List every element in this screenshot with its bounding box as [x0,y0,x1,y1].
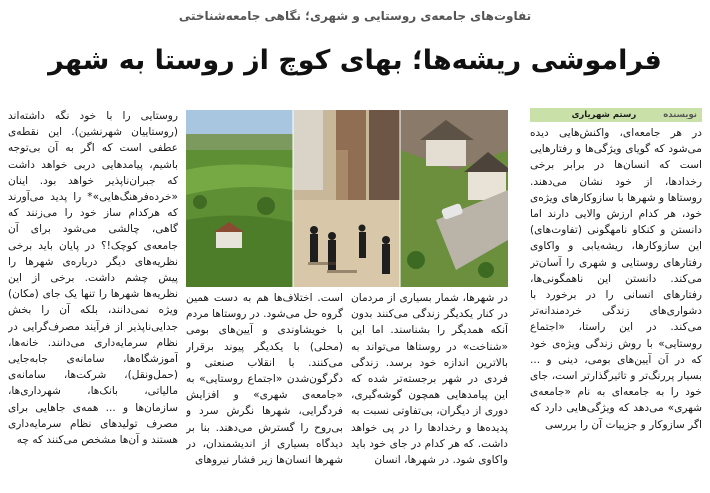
column-middle-left-text: است. اختلاف‌ها هم به دست همین گروه حل می‌شود. در روستاها مردم با خویشاوندی و آیین‌های بومی (محلی) با یکدیگر پیوند برقرار می‌کنند. با انقلاب صنعتی و دگرگون‌شدن «اجتماع روستایی» به «جامعه‌ی شهری» و افزایش فردگرایی، شهرها نگرش سرد و بی‌روح را گسترش می‌دهند. بنا بر دیدگاه بسیاری از اندیشمندان، در شهرها انسان‌ها زیر فشار نیروهای [186,292,343,467]
article-kicker: تفاوت‌های جامعه‌ی روستایی و شهری؛ نگاهی جامعه‌شناختی [178,9,532,23]
column-left-text: روستایی را با خود نگه داشته‌اند (روستاییان شهرنشین). این نقطه‌ی عطفی است که اگر به آن بی‌توجه باشیم، پیامدهایی دربی خواهد داشت که جبران‌ناپذیر خواهد بود. اینان «خرده‌فرهنگ‌هایی»* را پدید می‌آورند که هرکدام ساز خود را می‌زنند که گاهی، چالشی می‌شود برای آن جامعه‌ی کوچک!؟ در پایان باید برخی نظریه‌های دیگر درباره‌ی شهرها را پیش چشم داشت. برخی از این نظریه‌ها شهرها را تنها یک جای (مکان) ویژه نمی‌دانند، بلکه آن را بخش جدایی‌ناپذیر از فرآیند مصرف‌گرایی در نظام سرمایه‌داری می‌دانند. خانه‌ها، آموزشگاه‌ها، سامانه‌ی جابه‌جایی (حمل‌ونقل)، شرکت‌ها، سامانه‌ی مالیاتی، بانک‌ها، شهرداری‌ها، سازمان‌ها و ... همه‌ی جاهایی برای مصرف تولیدهای نظام سرمایه‌داری هستند و آن‌ها مشخص می‌کنند که چه [8,110,178,447]
author-role: نویسنده [663,110,697,120]
column-right [530,125,702,493]
author-box [530,108,702,122]
article-photo-collage [186,110,508,287]
column-middle-left [186,290,343,493]
city-street-photo [293,110,400,287]
countryside-photo [186,110,293,287]
photo-collage-graphic [186,110,508,287]
suburban-houses-photo [400,110,508,287]
column-middle-right [351,290,508,493]
article-headline: فراموشی ریشه‌ها؛ بهای کوچ از روستا به شهر [48,45,662,76]
author-name: رستم شهریاری [571,110,637,120]
column-middle-right-text: در شهرها، شمار بسیاری از مردمان در کنار یکدیگر زندگی می‌کنند بدون آنکه همدیگر را بشناسند. اما این «شناخت» در روستاها می‌تواند به بالاترین اندازه خود برسد. زندگی فردی در شهر برجسته‌تر شده که این پیامدهایی همچون گوشه‌گیری، دوری از دیگران، بی‌تفاوتی نسبت به پدیده‌ها و رخدادها را در پی خواهد داشت. که هر کدام در جای خود باید واکاوی شود. در شهرها، انسان [351,292,508,467]
column-right-text: در هر جامعه‌ای، واکنش‌هایی دیده می‌شود که گویای ویژگی‌ها و رفتارهایی است که انسان‌ها در برابر برخی رخدادها، از خود نشان می‌دهند. روستاها و شهرها با سازوکارهای ویژه‌ی خود، هر کدام ارزش والایی دارند اما دانستن و کنکاو نامهگونی (تفاوت‌های) این سازوکارها، ریشه‌یابی و واکاوی رفتارهای روستایی و شهری را آسان‌تر می‌کند. دانستن این ناهمگونی‌ها، رفتارهای انسانی را در برخورد با دشواری‌های زندگی خردمندانه‌تر می‌کند. در این راستا، «اجتماع روستایی» با روش زندگی ویژه‌ی خود که در آن آیین‌های بومی، دینی و ... بسیار پررنگ‌تر و تاثیرگذارتر است، جای خود را به جامعه‌ای به نام «جامعه‌ی شهری» می‌دهد که ویژگی‌هایی دارد که اگر سازوکار و جزییات آن را بررسی [530,127,702,431]
column-left [8,108,178,493]
